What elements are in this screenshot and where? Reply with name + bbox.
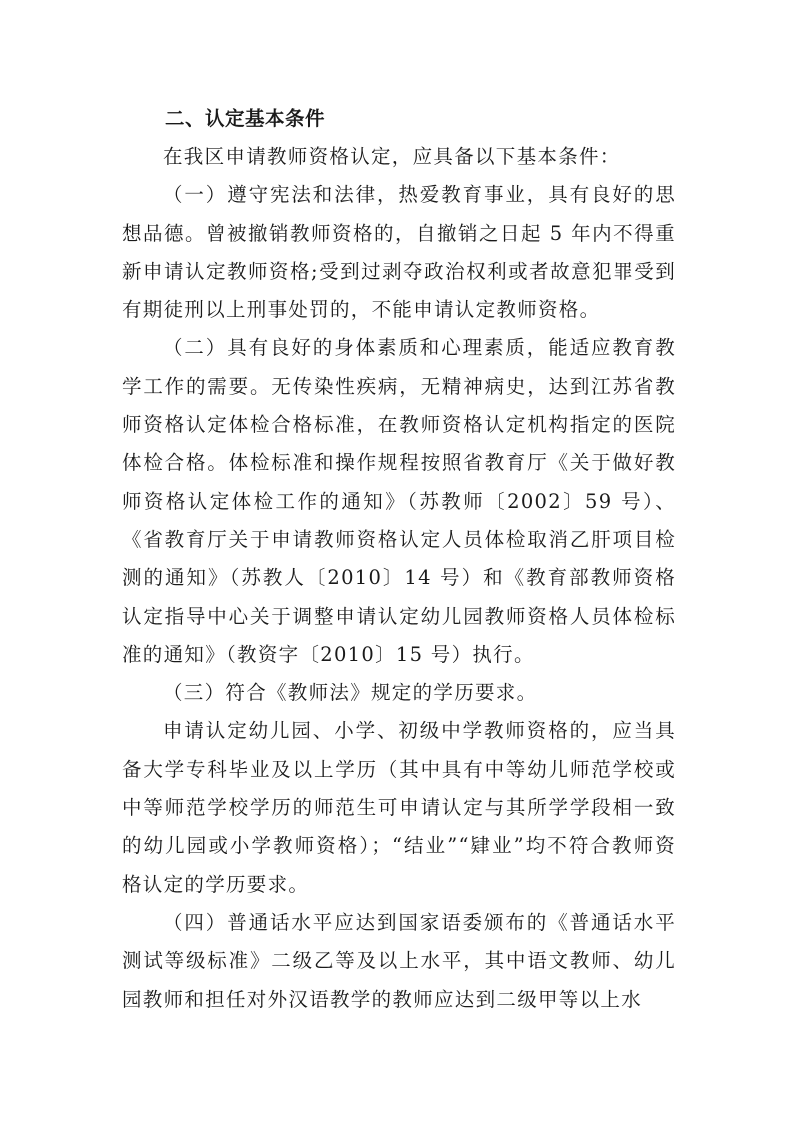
education-requirement-paragraph: 申请认定幼儿园、小学、初级中学教师资格的，应当具备大学专科毕业及以上学历（其中具有中等幼儿师范学校或中等师范学校学历的师范生可申请认定与其所学学段相一致的幼儿园或小学教师资格）；“结业”“肄业”均不符合教师资格认定的学历要求。 [122, 719, 676, 896]
condition-2-paragraph: （二）具有良好的身体素质和心理素质，能适应教育教学工作的需要。无传染性疾病，无精神病史，达到江苏省教师资格认定体检合格标准，在教师资格认定机构指定的医院体检合格。体检标准和操作规程按照省教育厅《关于做好教师资格认定体检工作的通知》（苏教师〔2002〕59 号）、《省教育厅关于申请教师资格认定人员体检取消乙肝项目检测的通知》（苏教人〔2010〕14 号）和《教育部教师资格认定指导中心关于调整申请认定幼儿园教师资格人员体检标准的通知》（教资字〔2010〕15 号）执行。 [122, 336, 676, 666]
condition-3-paragraph: （三）符合《教师法》规定的学历要求。 [163, 681, 538, 705]
document-body [122, 100, 676, 1019]
condition-4-paragraph: （四）普通话水平应达到国家语委颁布的《普通话水平测试等级标准》二级乙等及以上水平，其中语文教师、幼儿园教师和担任对外汉语教学的教师应达到二级甲等以上水 [122, 910, 676, 1011]
intro-paragraph: 在我区申请教师资格认定，应具备以下基本条件： [163, 145, 621, 168]
condition-1-paragraph: （一）遵守宪法和法律，热爱教育事业，具有良好的思想品德。曾被撤销教师资格的，自撤销之日起 5 年内不得重新申请认定教师资格;受到过剥夺政治权利或者故意犯罪受到有期徒刑以上刑事处罚的，不能申请认定教师资格。 [122, 183, 676, 322]
section-heading: 二、认定基本条件 [165, 107, 326, 130]
